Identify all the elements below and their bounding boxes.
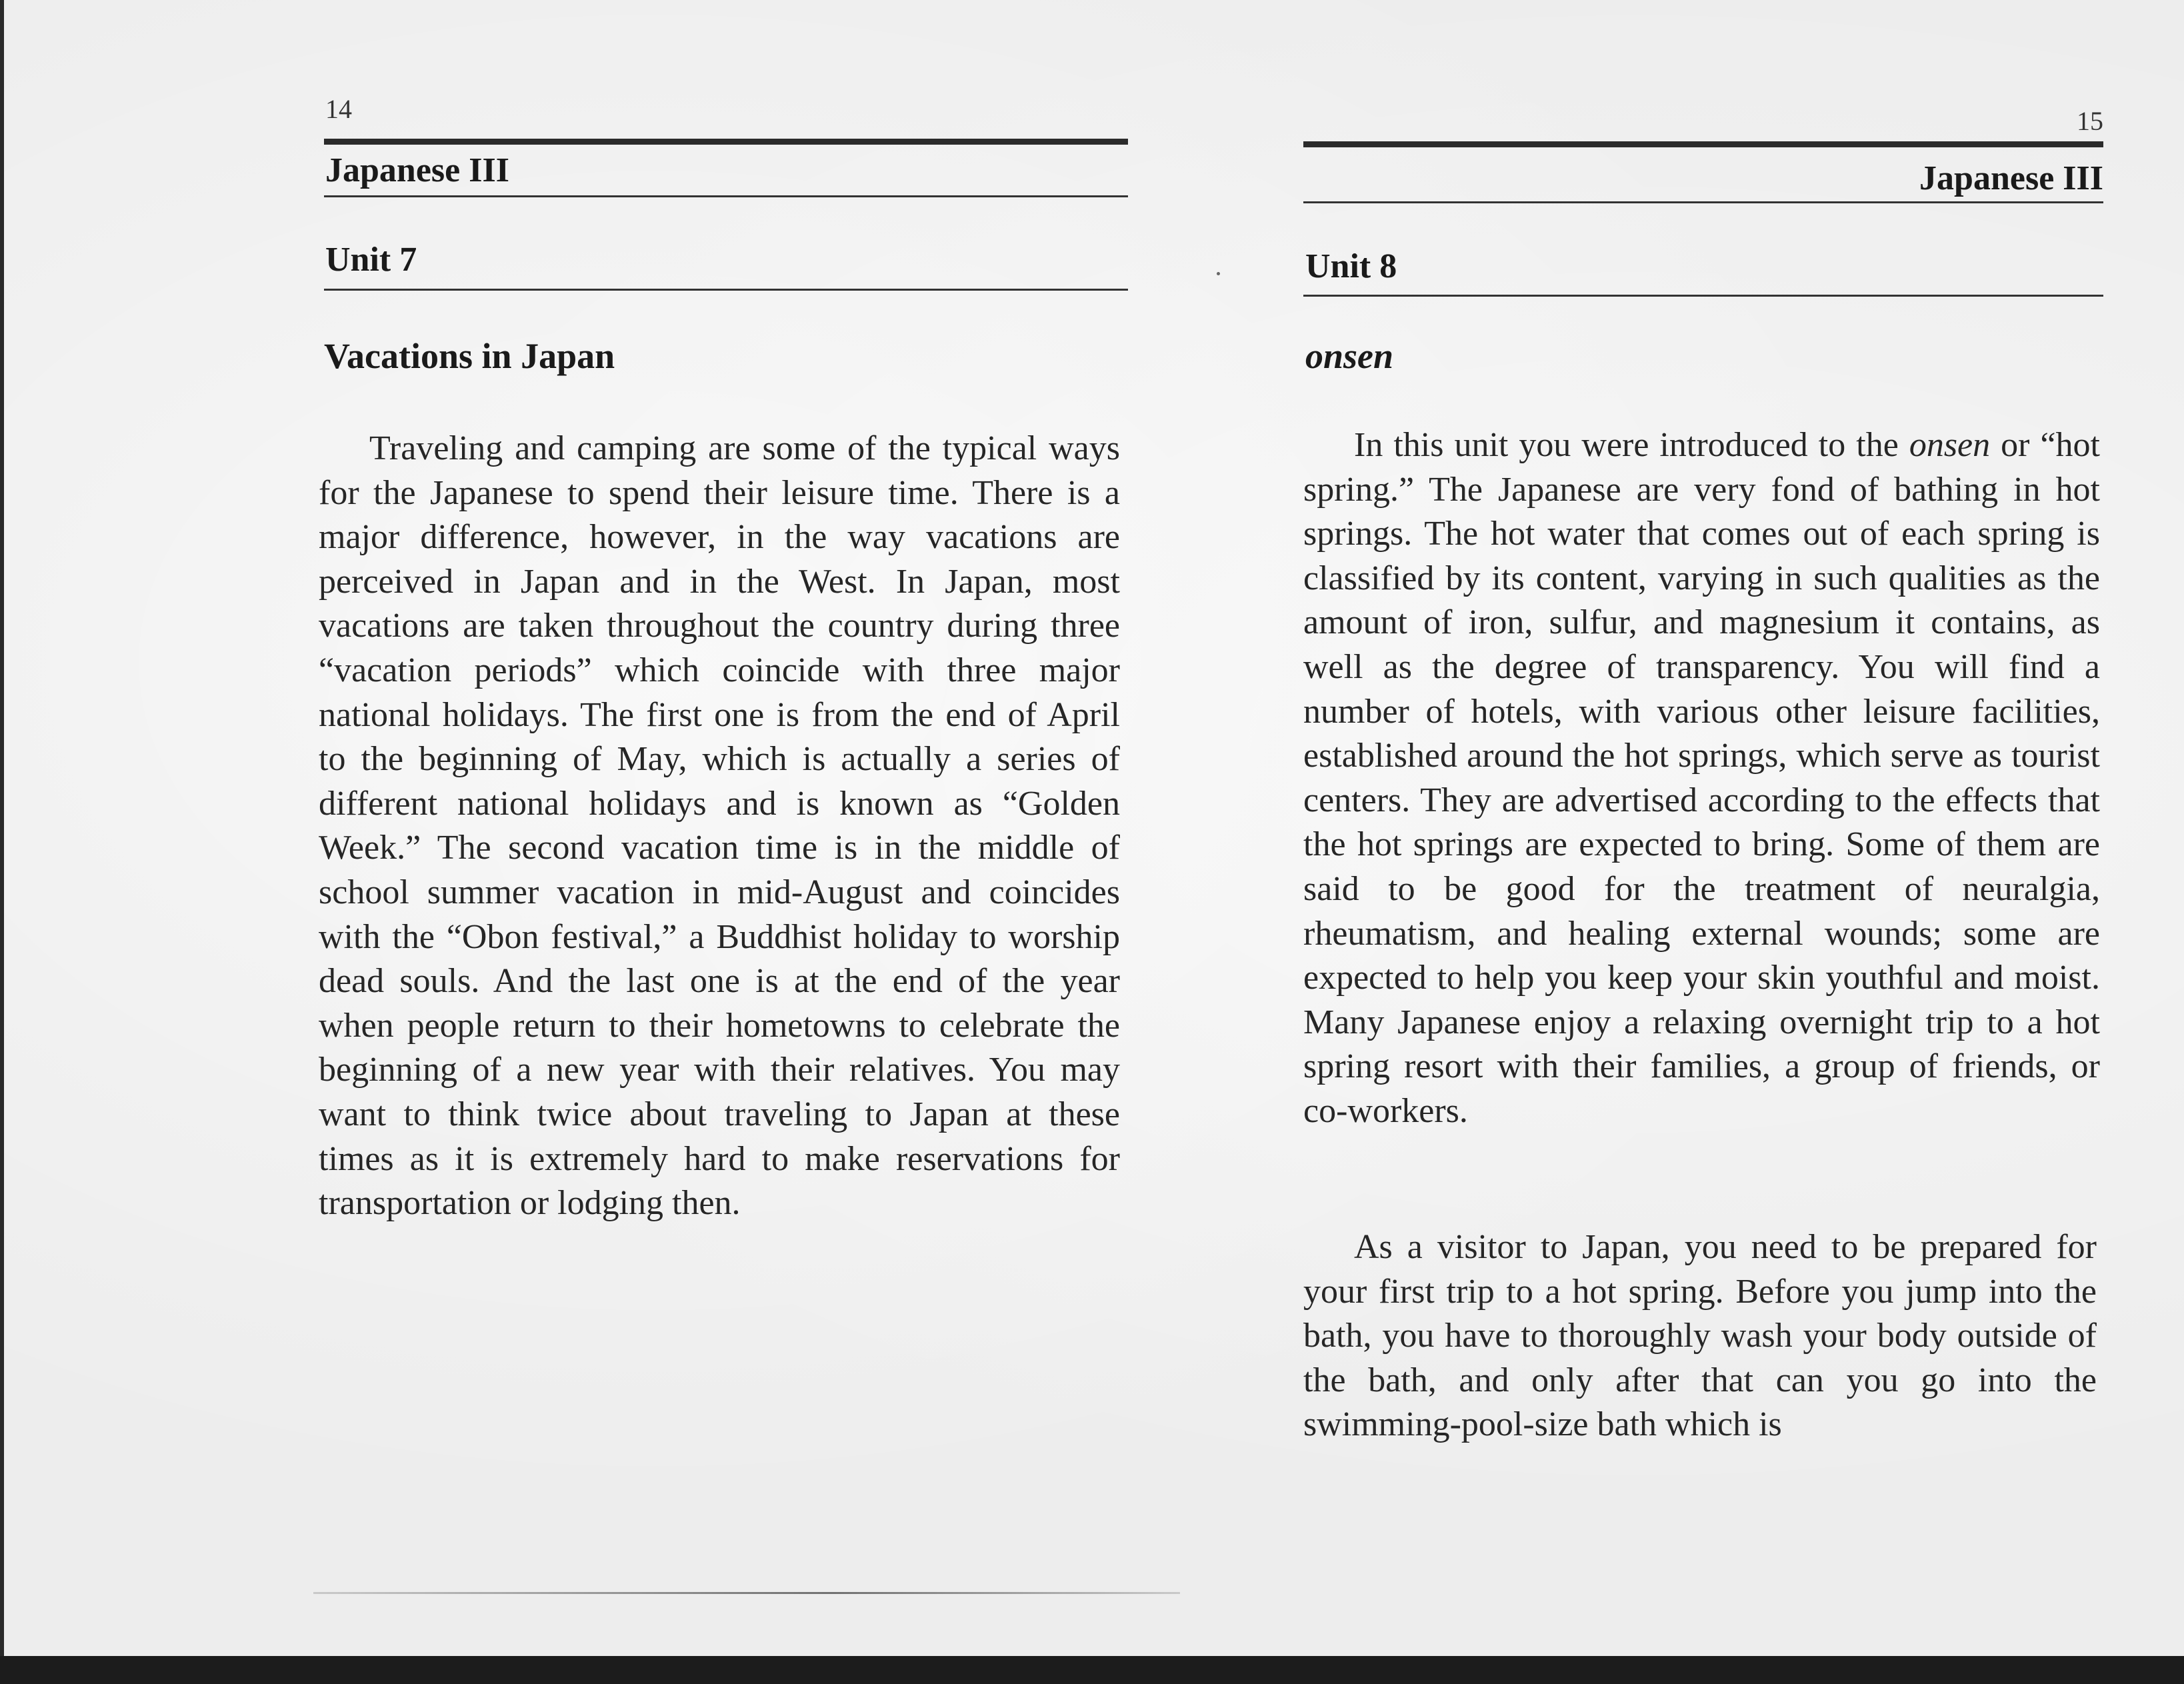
gutter-speck <box>1217 272 1220 275</box>
right-page <box>1303 0 2103 1656</box>
unit-label-left: Unit 7 <box>325 241 417 279</box>
unit-label-right: Unit 8 <box>1305 247 1397 285</box>
scan-edge-left <box>0 0 4 1656</box>
header-rule-thin-right <box>1303 201 2103 203</box>
page-number-right: 15 <box>2077 106 2103 136</box>
header-rule-thin-left <box>324 195 1128 197</box>
unit-rule-right <box>1303 295 2103 297</box>
scanner-bottom-band <box>0 1656 2184 1684</box>
body-paragraph-right-2 <box>1303 1225 2097 1447</box>
header-rule-thick-left <box>324 139 1128 145</box>
body-paragraph-right-1-lead: In this unit you were introduced to the <box>1354 426 1909 464</box>
body-paragraph-left-text: Traveling and camping are some of the typical ways for the Japanese to spend their leisure time. There is a major difference, however, in the way vacations are perceived in Japan and in the West. In Japan, most vacations are taken throughout the country during three “vacation periods” which coincide with three major national holidays. The first one is from the end of April to the beginning of May, which is actually a series of different national holidays and is known as “Golden Week.” The second vacation time is in the middle of school summer vacation in mid-August and coincides with the “Obon festival,” a Buddhist holiday to worship dead souls. And the last one is at the end of the year when people return to their hometowns to celebrate the beginning of a new year with their relatives. You may want to think twice about traveling to Japan at these times as it is extremely hard to make reservations for transportation or lodging then. <box>319 429 1120 1223</box>
running-head-left: Japanese III <box>325 151 509 189</box>
body-paragraph-right-1 <box>1303 423 2100 1134</box>
section-title-left: Vacations in Japan <box>324 336 615 376</box>
section-title-right: onsen <box>1305 336 1394 376</box>
running-head-right: Japanese III <box>1919 159 2103 197</box>
page-number-left: 14 <box>325 94 352 124</box>
onsen-term: onsen <box>1909 426 1991 464</box>
page-fold-shadow <box>313 1592 1180 1594</box>
left-page <box>313 0 1128 1656</box>
body-paragraph-right-2-text: As a visitor to Japan, you need to be prepared for your first trip to a hot spring. Before you jump into the bath, you have to thoroughly wash your body outside of the bath, and only after that can you go into the swimming-pool-size bath which is <box>1303 1228 2097 1444</box>
body-paragraph-right-1-rest: or “hot spring.” The Japanese are very fond of bathing in hot springs. The hot water that comes out of each spring is classified by its content, varying in such qualities as the amount of iron, sulfur, and magnesium it contains, as well as the degree of transparency. You will find a number of hotels, with various other leisure facilities, established around the hot springs, which serve as tourist centers. They are advertised according to the effects that the hot springs are expected to bring. Some of them are said to be good for the treatment of neuralgia, rheumatism, and healing external wounds; some are expected to help you keep your skin youthful and moist. Many Japanese enjoy a relaxing overnight trip to a hot spring resort with their families, a group of friends, or co-workers. <box>1303 426 2101 1130</box>
header-rule-thick-right <box>1303 141 2103 147</box>
body-paragraph-left <box>319 427 1120 1226</box>
unit-rule-left <box>324 289 1128 291</box>
